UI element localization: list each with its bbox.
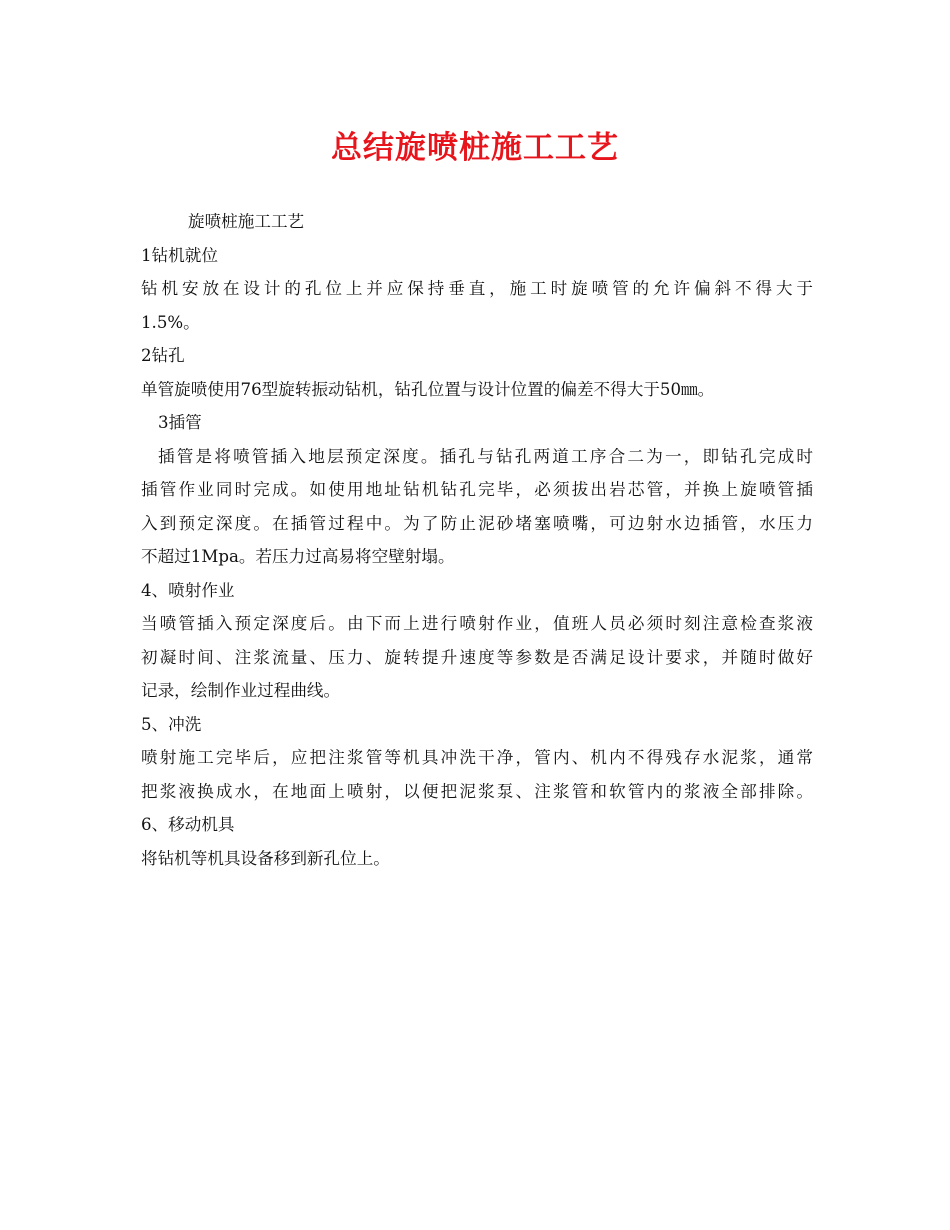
section-subtitle: 旋喷桩施工工艺 <box>188 212 305 231</box>
paragraph-line: 当喷管插入预定深度后。由下而上进行喷射作业，值班人员必须时刻注意检查浆液 <box>141 614 813 633</box>
paragraph-line: 把浆液换成水，在地面上喷射，以便把泥浆泵、注浆管和软管内的浆液全部排除。 <box>141 781 813 801</box>
paragraph-line: 入到预定深度。在插管过程中。为了防止泥砂堵塞喷嘴，可边射水边插管，水压力 <box>141 513 813 533</box>
paragraph-line: 插管是将喷管插入地层预定深度。插孔与钻孔两道工序合二为一，即钻孔完成时 <box>158 446 813 466</box>
section-heading-drilling: 2钻孔 <box>141 346 185 365</box>
section-heading-jetting: 4、喷射作业 <box>141 580 235 600</box>
paragraph-line: 初凝时间、注浆流量、压力、旋转提升速度等参数是否满足设计要求，并随时做好 <box>141 647 813 667</box>
paragraph-line: 1.5%。 <box>141 312 200 332</box>
paragraph-line: 插管作业同时完成。如使用地址钻机钻孔完毕，必须拔出岩芯管，并换上旋喷管插 <box>141 480 813 499</box>
section-heading-drill-positioning: 1钻机就位 <box>141 245 218 265</box>
paragraph-line: 喷射施工完毕后，应把注浆管等机具冲洗干净，管内、机内不得残存水泥浆，通常 <box>141 748 813 767</box>
section-heading-pipe-insertion: 3插管 <box>158 413 202 432</box>
paragraph-line: 记录，绘制作业过程曲线。 <box>141 681 341 700</box>
section-heading-move-equipment: 6、移动机具 <box>141 815 235 834</box>
document-body <box>141 205 813 875</box>
section-heading-flushing: 5、冲洗 <box>141 714 202 734</box>
paragraph-line: 将钻机等机具设备移到新孔位上。 <box>141 848 390 868</box>
document-title: 总结旋喷桩施工工艺 <box>331 130 619 166</box>
paragraph-line: 单管旋喷使用76型旋转振动钻机，钻孔位置与设计位置的偏差不得大于50㎜。 <box>141 379 715 399</box>
paragraph-line: 钻机安放在设计的孔位上并应保持垂直，施工时旋喷管的允许偏斜不得大于 <box>141 279 813 298</box>
paragraph-line: 不超过1Mpa。若压力过高易将空壁射塌。 <box>141 547 455 566</box>
